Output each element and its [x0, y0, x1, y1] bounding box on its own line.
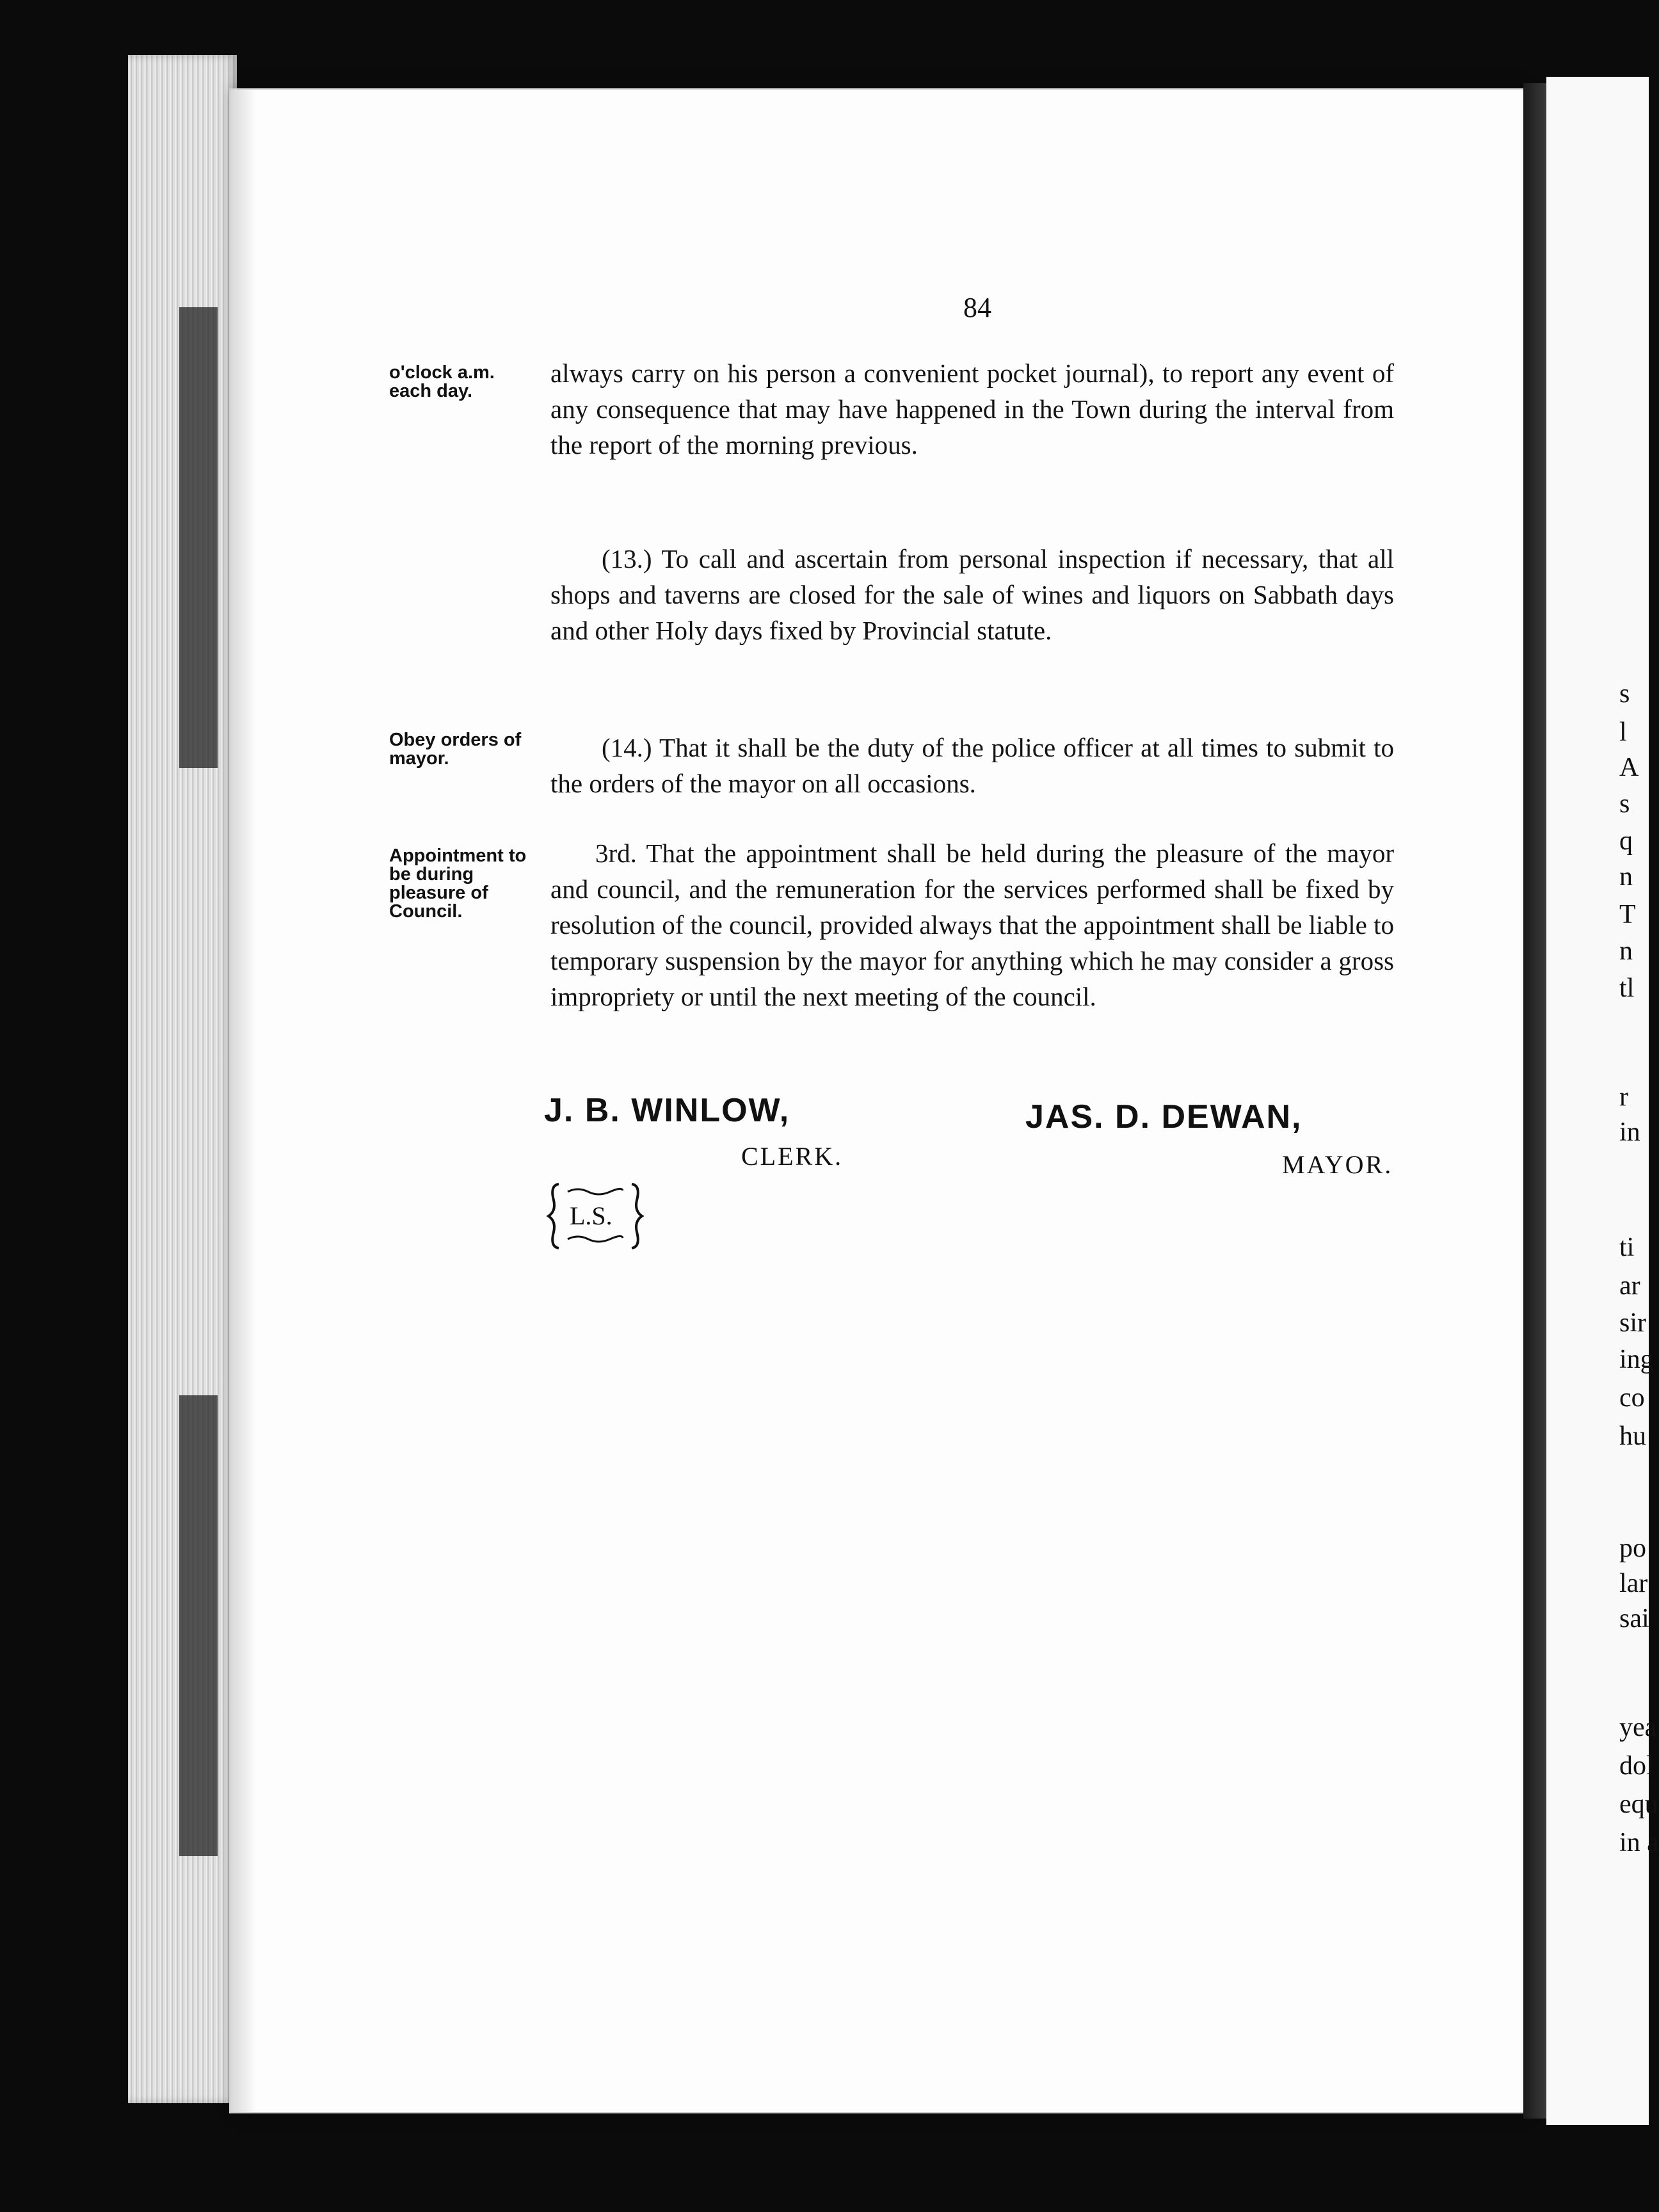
mayor-title: MAYOR. [1282, 1150, 1393, 1179]
next-page-fragment: l [1619, 717, 1627, 747]
next-page-fragment: tl [1619, 974, 1635, 1003]
next-page-fragment: in [1619, 1118, 1640, 1147]
next-page-fragment: in a [1619, 1828, 1659, 1857]
paragraph-14: (14.) That it shall be the duty of the police officer at all times to submit to the orders of the mayor on all occasions. [550, 733, 1394, 798]
seal-mark [547, 1178, 643, 1254]
next-page-fragment: q [1619, 826, 1633, 856]
next-page-fragment: s [1619, 679, 1630, 709]
spine-mark [179, 307, 218, 768]
paragraph-3rd: 3rd. That the appointment shall be held during the pleasure of the mayor and council, and the remuneration for the services performed shall be fixed by resolution of the council, provided always that the appointment shall be liable to temporary suspension by the mayor for anything which he may consider a gross impropriety or until the next meeting of the council. [550, 838, 1394, 1011]
next-page-fragment: lar [1619, 1569, 1648, 1598]
next-page-fragment: n [1619, 936, 1633, 966]
next-page-fragment: ing [1619, 1345, 1654, 1374]
book-gutter [1523, 83, 1546, 2119]
seal-text: L.S. [570, 1201, 613, 1230]
mayor-signature-name: JAS. D. DEWAN, [1025, 1098, 1302, 1135]
margin-note-appointment: Appointment to be during pleasure of Council. [389, 846, 527, 922]
next-page-fragment: ar [1619, 1271, 1640, 1301]
next-page-fragment: dol [1619, 1751, 1654, 1781]
margin-note-obey-orders: Obey orders of mayor. [389, 730, 522, 769]
next-page-fragment: yea [1619, 1713, 1657, 1742]
paragraph-13: (13.) To call and ascertain from personal inspection if necessary, that all shops and taverns are closed for the sale of wines and liquors on Sabbath days and other Holy days fixed by Provincial statute. [550, 544, 1394, 645]
paragraph-journal: always carry on his person a convenient pocket journal), to report any event of any consequence that may have happened in the Town during the interval from the report of the morning previous. [550, 358, 1394, 460]
next-page-fragment: po [1619, 1534, 1646, 1563]
clerk-signature-name: J. B. WINLOW, [544, 1092, 790, 1129]
next-page-fragment: ti [1619, 1233, 1635, 1262]
next-page-fragment: r [1619, 1082, 1628, 1112]
next-page-fragment: co [1619, 1383, 1645, 1413]
next-page-fragment: sir [1619, 1308, 1646, 1338]
next-page-fragment: s [1619, 789, 1630, 819]
spine-mark [179, 1395, 218, 1856]
margin-note-time: o'clock a.m. each day. [389, 362, 495, 401]
clerk-title: CLERK. [741, 1142, 844, 1171]
next-page-fragment: hu [1619, 1422, 1646, 1451]
page-number: 84 [963, 292, 991, 323]
page-shadow [230, 90, 256, 2112]
next-page-fragment: A [1619, 753, 1639, 782]
next-page-fragment: n [1619, 862, 1633, 892]
next-page-fragment: T [1619, 900, 1636, 929]
next-page-fragment: sai [1619, 1604, 1649, 1633]
next-page-fragment: equ [1619, 1790, 1658, 1819]
